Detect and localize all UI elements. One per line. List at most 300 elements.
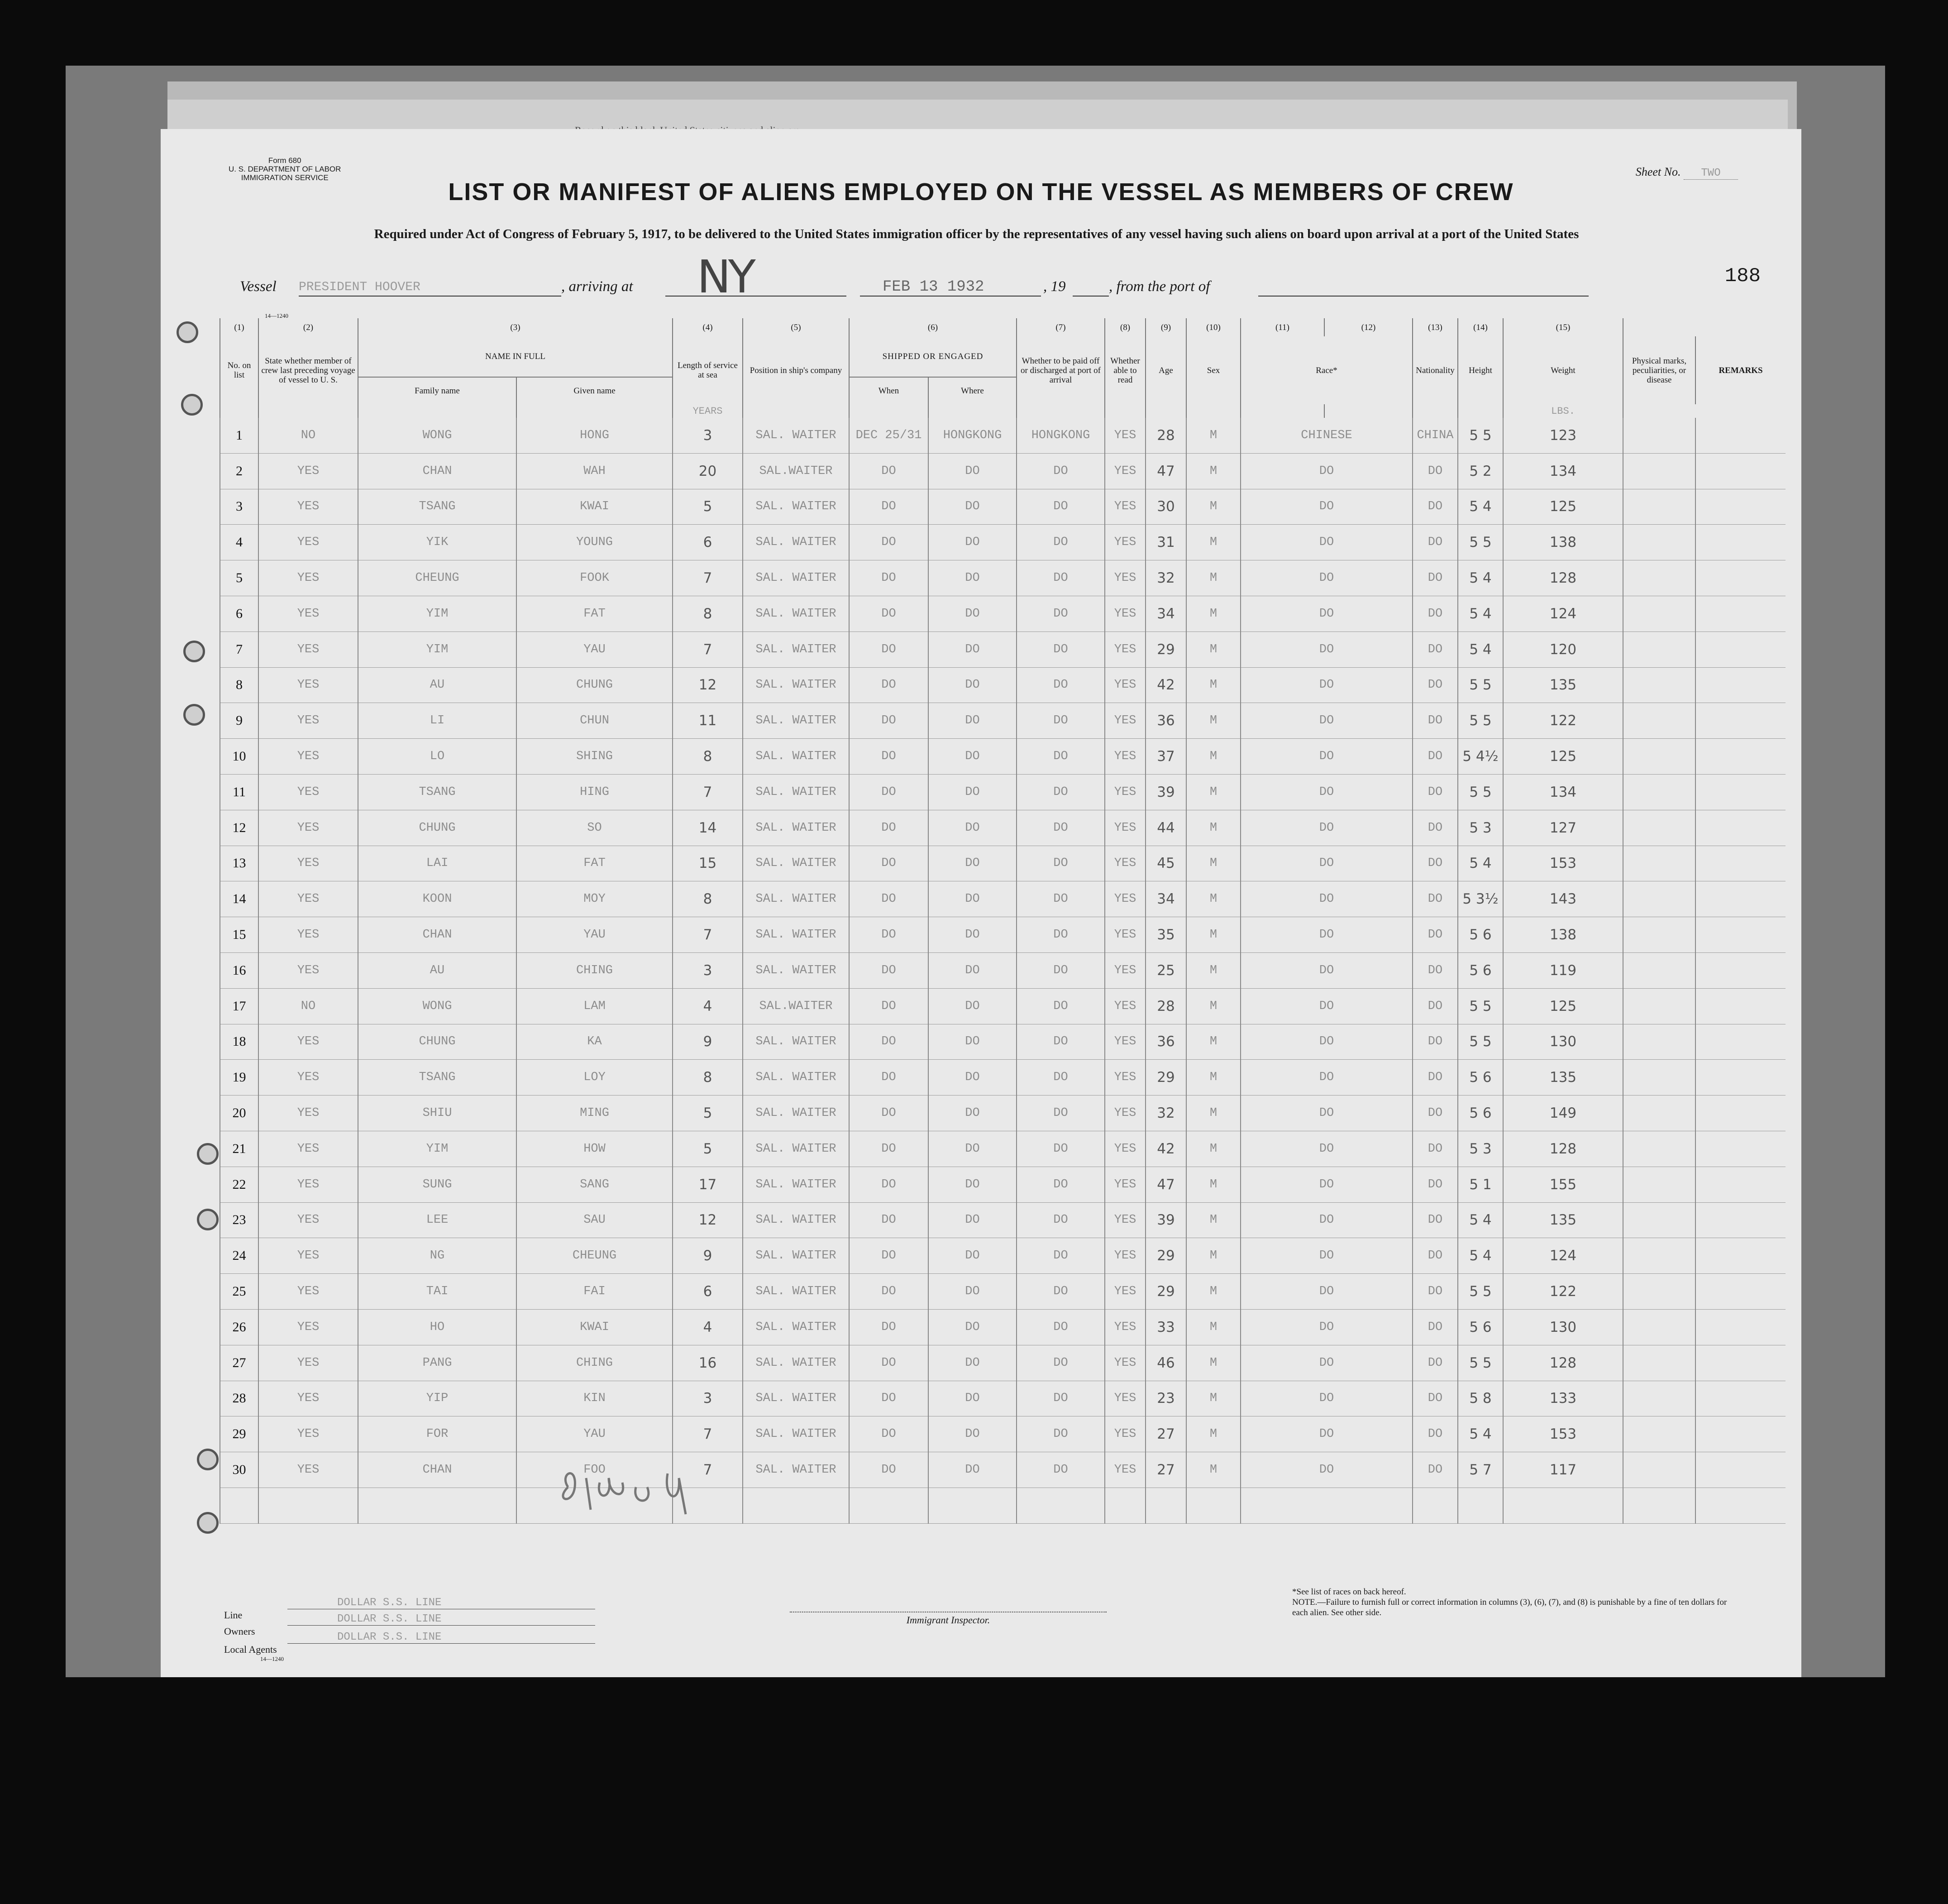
cell-when: DO [849,631,928,667]
cell-age: 27 [1146,1416,1186,1452]
cell-read: YES [1105,1416,1146,1452]
agents-value: DOLLAR S.S. LINE [287,1631,595,1644]
cell-age: 36 [1146,1024,1186,1060]
cell-paid: DO [1017,1096,1105,1131]
cell-physical-marks [1623,418,1695,453]
cell-prev: YES [258,525,358,560]
cell-given: FOOK [516,560,673,596]
cell-prev: YES [258,596,358,631]
cell-paid: DO [1017,1131,1105,1167]
cell-position: SAL. WAITER [743,1274,849,1310]
cell-age: 32 [1146,560,1186,596]
cell-race: DO [1241,703,1413,739]
cell-race: DO [1241,1416,1413,1452]
cell-physical-marks [1623,1024,1695,1060]
cell-no: 23 [220,1202,258,1238]
cell-when: DO [849,1416,928,1452]
cell-sex: M [1186,881,1241,917]
cell-weight: 143 [1503,881,1623,917]
cell-sex: M [1186,1131,1241,1167]
cell-age: 37 [1146,739,1186,775]
table-row [220,667,1786,703]
cell-age: 45 [1146,846,1186,881]
cell-sex: M [1186,810,1241,846]
cell-where: DO [928,1096,1017,1131]
header-sex: Sex [1186,336,1241,404]
cell-read: YES [1105,418,1146,453]
cell-when: DO [849,1024,928,1060]
cell-given: YAU [516,631,673,667]
col-blank [1623,318,1695,336]
cell-given: FAT [516,846,673,881]
cell-remarks [1695,952,1786,988]
cell-prev: YES [258,917,358,953]
years-unit: YEARS [673,404,743,418]
table-row [220,1381,1786,1416]
cell-where: DO [928,1238,1017,1274]
cell-years: 6 [673,525,743,560]
cell-age: 29 [1146,1238,1186,1274]
cell-sex: M [1186,631,1241,667]
cell-where: DO [928,1060,1017,1096]
cell-where: DO [928,1024,1017,1060]
cell-height: 5 5 [1458,774,1503,810]
cell-position: SAL. WAITER [743,810,849,846]
col-num: (7) [1017,318,1105,336]
empty-row [220,1488,1786,1523]
cell-physical-marks [1623,667,1695,703]
cell-prev: YES [258,1238,358,1274]
header-shipped-engaged: SHIPPED OR ENGAGED [849,336,1017,377]
cell-position: SAL. WAITER [743,1024,849,1060]
cell-position: SAL. WAITER [743,1131,849,1167]
form-code-top: 14—1240 [265,312,288,319]
cell-nationality: DO [1413,667,1458,703]
cell-read: YES [1105,846,1146,881]
cell-physical-marks [1623,988,1695,1024]
cell-height: 5 1 [1458,1167,1503,1202]
cell-race: DO [1241,1024,1413,1060]
cell-where: DO [928,1309,1017,1345]
cell-prev: NO [258,988,358,1024]
cell-position: SAL. WAITER [743,631,849,667]
cell-no: 20 [220,1096,258,1131]
cell-family: SUNG [358,1167,516,1202]
cell-sex: M [1186,525,1241,560]
cell-read: YES [1105,631,1146,667]
cell-no: 16 [220,952,258,988]
cell-paid: DO [1017,881,1105,917]
cell-when: DO [849,1345,928,1381]
cell-read: YES [1105,1238,1146,1274]
cell-height: 5 4 [1458,1416,1503,1452]
cell-no: 7 [220,631,258,667]
table-row [220,631,1786,667]
table-row [220,1096,1786,1131]
cell-where: DO [928,525,1017,560]
cell-family: WONG [358,988,516,1024]
cell-position: SAL. WAITER [743,418,849,453]
cell-weight: 135 [1503,1060,1623,1096]
cell-nationality: DO [1413,1452,1458,1488]
cell-years: 12 [673,667,743,703]
cell-read: YES [1105,1345,1146,1381]
col-num: (5) [743,318,849,336]
cell-sex: M [1186,1238,1241,1274]
cell-where: DO [928,952,1017,988]
cell-physical-marks [1623,846,1695,881]
cell-sex: M [1186,703,1241,739]
cell-remarks [1695,1167,1786,1202]
cell-physical-marks [1623,596,1695,631]
cell-paid: DO [1017,1416,1105,1452]
vessel-name: PRESIDENT HOOVER [299,280,420,294]
note-penalty: NOTE.—Failure to furnish full or correct information in columns (3), (6), (7), and (8) is punishable by a fine of ten dollars for each alien. See other side. [1292,1598,1727,1617]
cell-read: YES [1105,881,1146,917]
cell-age: 23 [1146,1381,1186,1416]
cell-remarks [1695,1274,1786,1310]
cell-where: DO [928,739,1017,775]
date-stamp: FEB 13 1932 [883,278,984,296]
cell-where: DO [928,1167,1017,1202]
cell-prev: YES [258,1381,358,1416]
cell-height: 5 8 [1458,1381,1503,1416]
cell-read: YES [1105,917,1146,953]
cell-remarks [1695,810,1786,846]
cell-weight: 138 [1503,917,1623,953]
cell-read: YES [1105,810,1146,846]
cell-family: TSANG [358,489,516,525]
table-row [220,703,1786,739]
sheet-value: TWO [1684,167,1738,180]
cell-when: DO [849,952,928,988]
cell-race: DO [1241,1202,1413,1238]
cell-family: LI [358,703,516,739]
cell-remarks [1695,1060,1786,1096]
cell-height: 5 5 [1458,1274,1503,1310]
header-physical-marks: Physical marks, peculiarities, or disease [1623,336,1695,404]
cell-prev: YES [258,1309,358,1345]
cell-nationality: DO [1413,1274,1458,1310]
header-remarks: REMARKS [1695,336,1786,404]
cell-years: 8 [673,596,743,631]
cell-sex: M [1186,596,1241,631]
cell-remarks [1695,1309,1786,1345]
footer-notes [1292,1587,1736,1618]
cell-when: DO [849,1167,928,1202]
table-row [220,1309,1786,1345]
cell-paid: DO [1017,453,1105,489]
cell-nationality: DO [1413,846,1458,881]
table-row [220,1167,1786,1202]
cell-weight: 135 [1503,667,1623,703]
cell-physical-marks [1623,810,1695,846]
table-row [220,739,1786,775]
cell-height: 5 5 [1458,525,1503,560]
cell-prev: YES [258,810,358,846]
cell-prev: YES [258,631,358,667]
cell-years: 16 [673,1345,743,1381]
cell-height: 5 6 [1458,917,1503,953]
manifest-table-wrapper [220,318,1786,1536]
cell-remarks [1695,489,1786,525]
table-row [220,1416,1786,1452]
table-row [220,560,1786,596]
cell-read: YES [1105,988,1146,1024]
cell-weight: 135 [1503,1202,1623,1238]
cell-no: 15 [220,917,258,953]
cell-physical-marks [1623,1452,1695,1488]
cell-remarks [1695,1381,1786,1416]
header-weight: Weight [1503,336,1623,404]
cell-position: SAL. WAITER [743,881,849,917]
cell-read: YES [1105,489,1146,525]
page-title: LIST OR MANIFEST OF ALIENS EMPLOYED ON THE VESSEL AS MEMBERS OF CREW [448,178,1514,206]
cell-given: MING [516,1096,673,1131]
cell-family: TSANG [358,1060,516,1096]
cell-prev: YES [258,453,358,489]
cell-no: 6 [220,596,258,631]
cell-family: LAI [358,846,516,881]
cell-family: YIM [358,631,516,667]
cell-height: 5 5 [1458,1345,1503,1381]
cell-physical-marks [1623,739,1695,775]
cell-race: DO [1241,810,1413,846]
cell-position: SAL. WAITER [743,596,849,631]
cell-position: SAL. WAITER [743,703,849,739]
table-row [220,1060,1786,1096]
col-num: (2) [258,318,358,336]
cell-years: 9 [673,1238,743,1274]
header-race: Race* [1241,336,1413,404]
cell-years: 3 [673,1381,743,1416]
cell-race: DO [1241,1381,1413,1416]
cell-years: 7 [673,774,743,810]
cell-where: DO [928,917,1017,953]
cell-given: SO [516,810,673,846]
cell-family: LO [358,739,516,775]
cell-read: YES [1105,703,1146,739]
table-row [220,489,1786,525]
cell-weight: 134 [1503,774,1623,810]
cell-age: 39 [1146,1202,1186,1238]
cell-weight: 138 [1503,525,1623,560]
cell-no: 10 [220,739,258,775]
cell-read: YES [1105,560,1146,596]
cell-remarks [1695,1452,1786,1488]
cell-where: DO [928,1131,1017,1167]
year-label: , 19 [1043,278,1066,295]
cell-weight: 149 [1503,1096,1623,1131]
cell-read: YES [1105,1202,1146,1238]
cell-remarks [1695,881,1786,917]
cell-nationality: DO [1413,1131,1458,1167]
cell-sex: M [1186,988,1241,1024]
punch-hole [181,394,203,416]
table-row [220,846,1786,881]
cell-nationality: DO [1413,1238,1458,1274]
header-able-read: Whether able to read [1105,336,1146,404]
cell-position: SAL. WAITER [743,1381,849,1416]
cell-age: 47 [1146,1167,1186,1202]
cell-where: DO [928,810,1017,846]
cell-age: 46 [1146,1345,1186,1381]
cell-family: CHUNG [358,1024,516,1060]
cell-when: DO [849,1131,928,1167]
cell-paid: DO [1017,1238,1105,1274]
arriving-label: , arriving at [561,278,633,295]
cell-where: DO [928,1274,1017,1310]
cell-family: YIM [358,596,516,631]
cell-years: 5 [673,1131,743,1167]
cell-when: DO [849,1202,928,1238]
cell-physical-marks [1623,453,1695,489]
col-num: (10) [1186,318,1241,336]
cell-race: DO [1241,917,1413,953]
cell-prev: YES [258,667,358,703]
cell-where: DO [928,881,1017,917]
cell-age: 39 [1146,774,1186,810]
table-row [220,596,1786,631]
cell-age: 32 [1146,1096,1186,1131]
cell-when: DO [849,1452,928,1488]
cell-sex: M [1186,739,1241,775]
cell-age: 27 [1146,1452,1186,1488]
cell-nationality: DO [1413,988,1458,1024]
cell-weight: 128 [1503,1345,1623,1381]
cell-sex: M [1186,1274,1241,1310]
arriving-port-handwritten: NY [697,250,753,303]
cell-prev: YES [258,489,358,525]
cell-paid: DO [1017,1024,1105,1060]
cell-weight: 125 [1503,988,1623,1024]
cell-position: SAL. WAITER [743,1167,849,1202]
cell-years: 9 [673,1024,743,1060]
cell-family: TSANG [358,774,516,810]
cell-age: 44 [1146,810,1186,846]
stamp-number: 188 [1724,265,1761,287]
cell-years: 4 [673,1309,743,1345]
cell-where: DO [928,988,1017,1024]
cell-when: DO [849,489,928,525]
cell-family: CHAN [358,453,516,489]
cell-given: HING [516,774,673,810]
cell-height: 5 3½ [1458,881,1503,917]
cell-when: DO [849,881,928,917]
cell-years: 8 [673,739,743,775]
manifest-table [220,318,1786,1524]
cell-given: SAU [516,1202,673,1238]
cell-where: DO [928,631,1017,667]
cell-race: DO [1241,1238,1413,1274]
cell-remarks [1695,1345,1786,1381]
table-row [220,1345,1786,1381]
cell-prev: YES [258,1345,358,1381]
cell-age: 35 [1146,917,1186,953]
table-row [220,917,1786,953]
cell-nationality: DO [1413,1381,1458,1416]
cell-prev: YES [258,846,358,881]
cell-family: YIP [358,1381,516,1416]
cell-no: 13 [220,846,258,881]
cell-no: 26 [220,1309,258,1345]
cell-race: CHINESE [1241,418,1413,453]
cell-paid: DO [1017,667,1105,703]
cell-remarks [1695,1416,1786,1452]
owners-label: Owners [224,1626,255,1637]
cell-paid: DO [1017,596,1105,631]
cell-no: 21 [220,1131,258,1167]
cell-years: 7 [673,560,743,596]
cell-weight: 130 [1503,1309,1623,1345]
cell-when: DEC 25/31 [849,418,928,453]
cell-sex: M [1186,453,1241,489]
cell-remarks [1695,917,1786,953]
cell-read: YES [1105,1131,1146,1167]
col-num: (3) [358,318,673,336]
cell-sex: M [1186,560,1241,596]
cell-sex: M [1186,774,1241,810]
cell-paid: DO [1017,810,1105,846]
cell-nationality: DO [1413,917,1458,953]
cell-family: CHAN [358,1452,516,1488]
cell-physical-marks [1623,631,1695,667]
cell-height: 5 4 [1458,631,1503,667]
header-where: Where [928,377,1017,404]
cell-physical-marks [1623,1131,1695,1167]
cell-family: CHUNG [358,810,516,846]
cell-position: SAL. WAITER [743,560,849,596]
col-num: (4) [673,318,743,336]
cell-no: 29 [220,1416,258,1452]
cell-race: DO [1241,667,1413,703]
line-label: Line [224,1609,243,1621]
cell-position: SAL. WAITER [743,846,849,881]
cell-no: 8 [220,667,258,703]
cell-when: DO [849,525,928,560]
cell-position: SAL. WAITER [743,1416,849,1452]
cell-where: DO [928,560,1017,596]
cell-age: 25 [1146,952,1186,988]
cell-paid: DO [1017,952,1105,988]
cell-prev: YES [258,1452,358,1488]
lbs-unit: LBS. [1503,404,1623,418]
cell-remarks [1695,631,1786,667]
cell-position: SAL. WAITER [743,1452,849,1488]
cell-physical-marks [1623,525,1695,560]
cell-given: WAH [516,453,673,489]
cell-race: DO [1241,952,1413,988]
cell-weight: 128 [1503,560,1623,596]
cell-family: NG [358,1238,516,1274]
cell-read: YES [1105,1381,1146,1416]
cell-weight: 128 [1503,1131,1623,1167]
cell-position: SAL. WAITER [743,952,849,988]
cell-prev: YES [258,703,358,739]
cell-no: 9 [220,703,258,739]
cell-where: DO [928,1381,1017,1416]
cell-prev: YES [258,881,358,917]
table-row [220,1202,1786,1238]
cell-given: KWAI [516,489,673,525]
cell-nationality: DO [1413,1096,1458,1131]
cell-no: 19 [220,1060,258,1096]
cell-given: HOW [516,1131,673,1167]
cell-physical-marks [1623,703,1695,739]
cell-no: 1 [220,418,258,453]
cell-years: 4 [673,988,743,1024]
cell-given: KWAI [516,1309,673,1345]
